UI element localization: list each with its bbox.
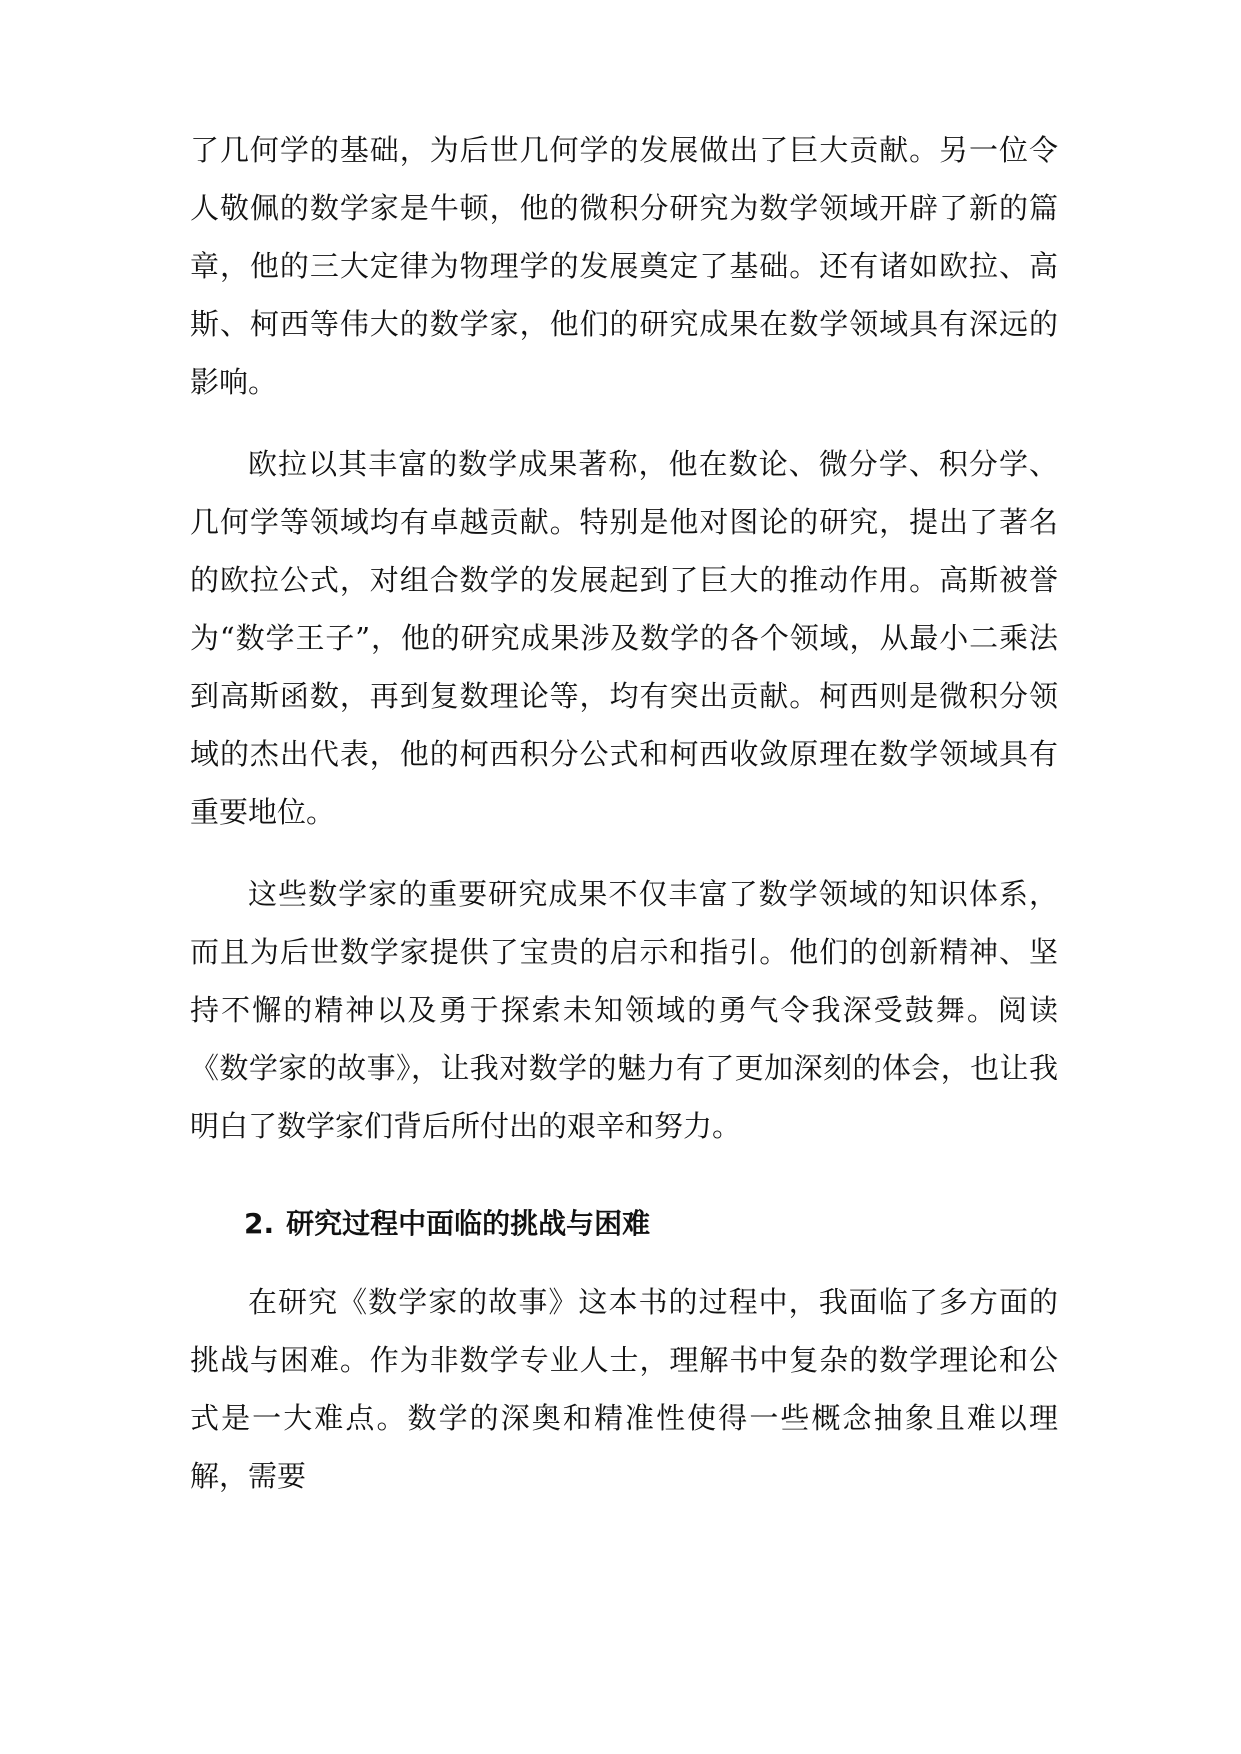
paragraph-geometry-newton: 了几何学的基础，为后世几何学的发展做出了巨大贡献。另一位令人敬佩的数学家是牛顿，他的微积分研究为数学领域开辟了新的篇章，他的三大定律为物理学的发展奠定了基础。还有诸如欧拉、高斯、柯西等伟大的数学家，他们的研究成果在数学领域具有深远的影响。	[190, 133, 1058, 399]
paragraph-reflection: 这些数学家的重要研究成果不仅丰富了数学领域的知识体系，而且为后世数学家提供了宝贵的启示和指引。他们的创新精神、坚持不懈的精神以及勇于探索未知领域的勇气令我深受鼓舞。阅读《数学家的故事》，让我对数学的魅力有了更加深刻的体会，也让我明白了数学家们背后所付出的艰辛和努力。	[190, 877, 1058, 1143]
document-body	[190, 121, 1058, 1505]
section-title: 研究过程中面临的挑战与困难	[286, 1207, 651, 1240]
section-heading	[190, 1195, 1058, 1253]
section-number: 2.	[244, 1207, 275, 1240]
paragraph-euler-gauss-cauchy: 欧拉以其丰富的数学成果著称，他在数论、微分学、积分学、几何学等领域均有卓越贡献。特别是他对图论的研究，提出了著名的欧拉公式，对组合数学的发展起到了巨大的推动作用。高斯被誉为“数学王子”，他的研究成果涉及数学的各个领域，从最小二乘法到高斯函数，再到复数理论等，均有突出贡献。柯西则是微积分领域的杰出代表，他的柯西积分公式和柯西收敛原理在数学领域具有重要地位。	[190, 447, 1058, 829]
paragraph-challenges: 在研究《数学家的故事》这本书的过程中，我面临了多方面的挑战与困难。作为非数学专业人士，理解书中复杂的数学理论和公式是一大难点。数学的深奥和精准性使得一些概念抽象且难以理解，需要	[190, 1285, 1058, 1493]
